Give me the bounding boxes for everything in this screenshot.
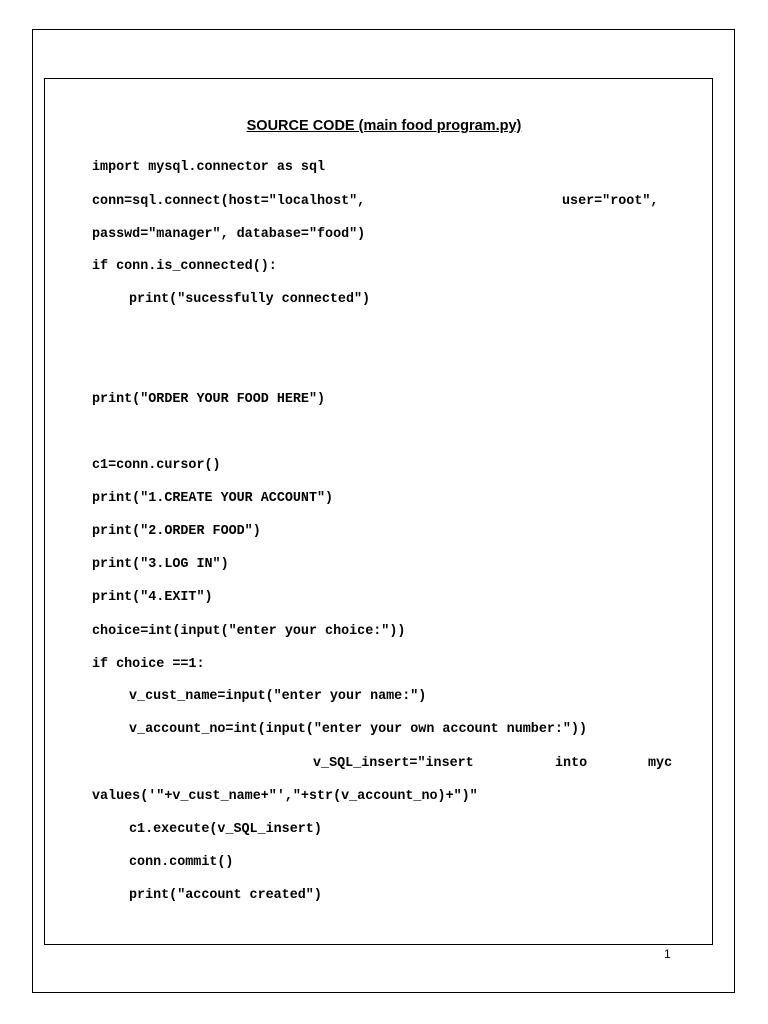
code-line-account-no: v_account_no=int(input("enter your own account number:")): [129, 722, 588, 737]
code-line-sql-insert-into: into: [555, 756, 588, 771]
code-line-if-choice: if choice ==1:: [92, 657, 205, 672]
code-line-passwd: passwd="manager", database="food"): [92, 227, 366, 242]
code-line-commit: conn.commit(): [129, 855, 234, 870]
code-line-print-connected: print("sucessfully connected"): [129, 292, 371, 307]
code-line-sql-insert: v_SQL_insert="insert: [313, 756, 474, 771]
code-line-cust-name: v_cust_name=input("enter your name:"): [129, 689, 427, 704]
code-line-connect: conn=sql.connect(host="localhost",: [92, 194, 366, 209]
document-title: SOURCE CODE (main food program.py): [246, 118, 522, 134]
code-line-print-order-food-here: print("ORDER YOUR FOOD HERE"): [92, 392, 326, 407]
code-line-execute: c1.execute(v_SQL_insert): [129, 822, 322, 837]
code-line-print-exit: print("4.EXIT"): [92, 590, 213, 605]
page-number: 1: [664, 947, 671, 961]
code-line-values: values('"+v_cust_name+"',"+str(v_account_no)+")": [92, 789, 478, 804]
code-line-print-create-account: print("1.CREATE YOUR ACCOUNT"): [92, 491, 334, 506]
code-line-print-account-created: print("account created"): [129, 888, 322, 903]
code-line-if-connected: if conn.is_connected():: [92, 259, 277, 274]
code-line-choice: choice=int(input("enter your choice:")): [92, 624, 406, 639]
code-line-print-log-in: print("3.LOG IN"): [92, 557, 229, 572]
code-line-connect-user: user="root",: [562, 194, 659, 209]
code-line-cursor: c1=conn.cursor(): [92, 458, 221, 473]
code-line-import: import mysql.connector as sql: [92, 160, 326, 175]
code-line-sql-insert-table: myc: [648, 756, 673, 771]
code-line-print-order-food: print("2.ORDER FOOD"): [92, 524, 261, 539]
